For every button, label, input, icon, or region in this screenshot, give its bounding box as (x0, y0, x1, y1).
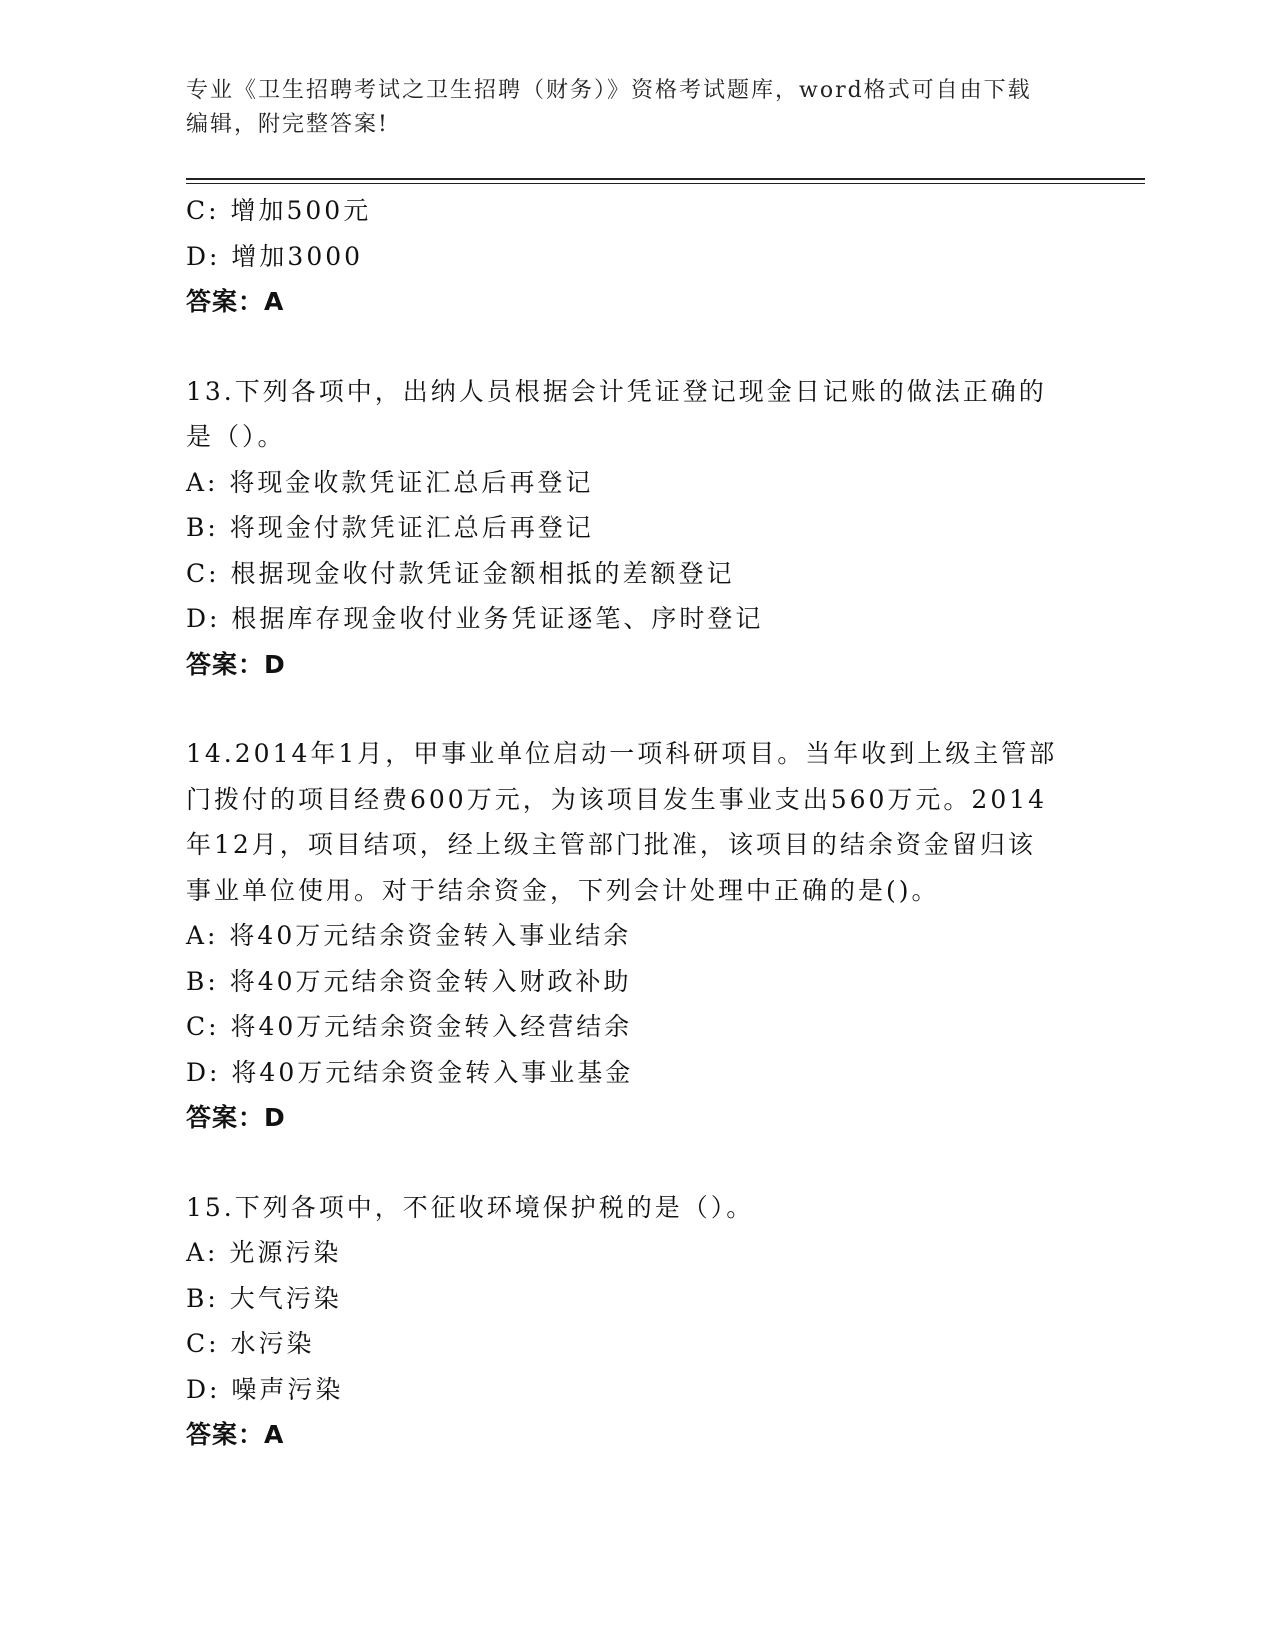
option-d: D: 根据库存现金收付业务凭证逐笔、序时登记 (186, 604, 764, 633)
question-list (186, 188, 1086, 1458)
answer: 答案：A (186, 287, 285, 316)
question-stem-line: 15.下列各项中，不征收环境保护税的是（）。 (186, 1192, 755, 1222)
header-line-1: 专业《卫生招聘考试之卫生招聘（财务）》资格考试题库，word格式可自由下载 (186, 78, 1032, 103)
question-stem-line: 门拨付的项目经费600万元，为该项目发生事业支出560万元。2014 (186, 784, 1048, 814)
option-b: B: 将现金付款凭证汇总后再登记 (186, 513, 594, 542)
option-d: D: 将40万元结余资金转入事业基金 (186, 1057, 634, 1087)
answer: 答案：A (186, 1420, 285, 1449)
option-c: C: 水污染 (186, 1329, 315, 1358)
header-divider-thin (186, 183, 1145, 184)
question-stem-line: 事业单位使用。对于结余资金，下列会计处理中正确的是()。 (186, 875, 940, 905)
question-15 (186, 1185, 1086, 1458)
option-d: D: 噪声污染 (186, 1374, 344, 1404)
option-c: C: 根据现金收付款凭证金额相抵的差额登记 (186, 558, 735, 588)
option-b: B: 大气污染 (186, 1283, 342, 1313)
header-line-2: 编辑，附完整答案! (186, 112, 389, 137)
option-a: A: 将现金收款凭证汇总后再登记 (186, 467, 594, 497)
question-12-continued (186, 188, 1086, 325)
option-a: A: 将40万元结余资金转入事业结余 (186, 921, 632, 950)
option-b: B: 将40万元结余资金转入财政补助 (186, 966, 632, 996)
document-header (186, 74, 1086, 142)
option-a: A: 光源污染 (186, 1238, 342, 1267)
question-14 (186, 731, 1086, 1141)
question-stem-line: 年12月，项目结项，经上级主管部门批准，该项目的结余资金留归该 (186, 830, 1036, 859)
question-stem-line: 14.2014年1月，甲事业单位启动一项科研项目。当年收到上级主管部 (186, 739, 1058, 768)
header-divider-thick (186, 178, 1145, 180)
option-d: D: 增加3000 (186, 241, 364, 271)
question-stem-line: 是（）。 (186, 422, 286, 451)
question-13 (186, 369, 1086, 688)
question-stem-line: 13.下列各项中，出纳人员根据会计凭证登记现金日记账的做法正确的 (186, 376, 1047, 406)
option-c: C: 增加500元 (186, 196, 372, 225)
option-c: C: 将40万元结余资金转入经营结余 (186, 1012, 633, 1041)
answer: 答案：D (186, 649, 286, 679)
answer: 答案：D (186, 1103, 286, 1132)
